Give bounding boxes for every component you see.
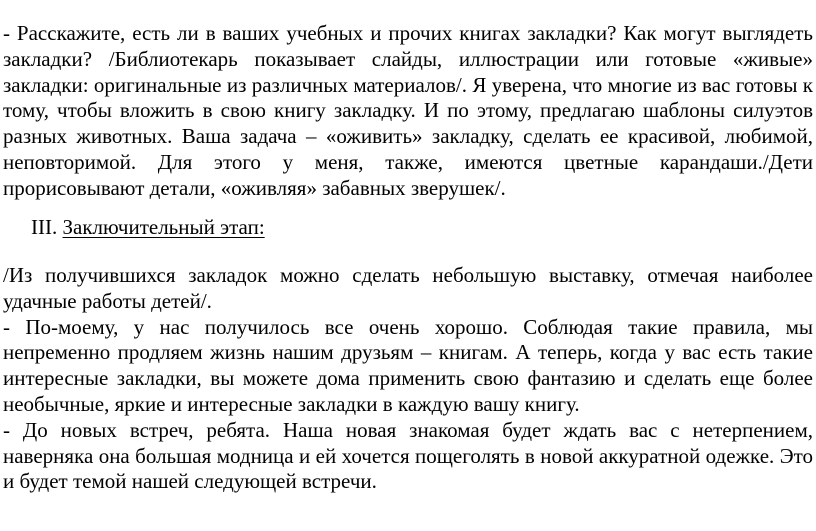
section-number: III.: [31, 215, 58, 239]
paragraph-exhibition: /Из получившихся закладок можно сделать небольшую выставку, отмечая наиболее удачные работы детей/.: [3, 263, 813, 313]
paragraph-farewell: - До новых встреч, ребята. Наша новая знакомая будет ждать вас с нетерпением, наверняка она большая модница и ей хочется пощеголять в новой аккуратной одежке. Это и будет темой нашей следующей встречи.: [3, 417, 813, 494]
paragraph-intro: - Расскажите, есть ли в ваших учебных и прочих книгах закладки? Как могут выглядеть закладки? /Библиотекарь показывает слайды, иллюстрации или готовые «живые» закладки: оригинальные из различных материалов/. Я уверена, что многие из вас готовы к тому, чтобы вложить в свою книгу закладку. И по этому, предлагаю шаблоны силуэтов разных животных. Ваша задача – «оживить» закладку, сделать ее красивой, любимой, неповторимой. Для этого у меня, также, имеются цветные карандаши./Дети прорисовывают детали, «оживляя» забавных зверушек/.: [3, 21, 813, 200]
section-title: Заключительный этап:: [62, 215, 265, 239]
section-heading: [31, 215, 265, 241]
paragraph-conclusion: - По-моему, у нас получилось все очень хорошо. Соблюдая такие правила, мы непременно продляем жизнь нашим друзьям – книгам. А теперь, когда у вас есть такие интересные закладки, вы можете дома применить свою фантазию и сделать еще более необычные, яркие и интересные закладки в каждую вашу книгу.: [3, 314, 813, 416]
closing-section: [3, 263, 813, 495]
